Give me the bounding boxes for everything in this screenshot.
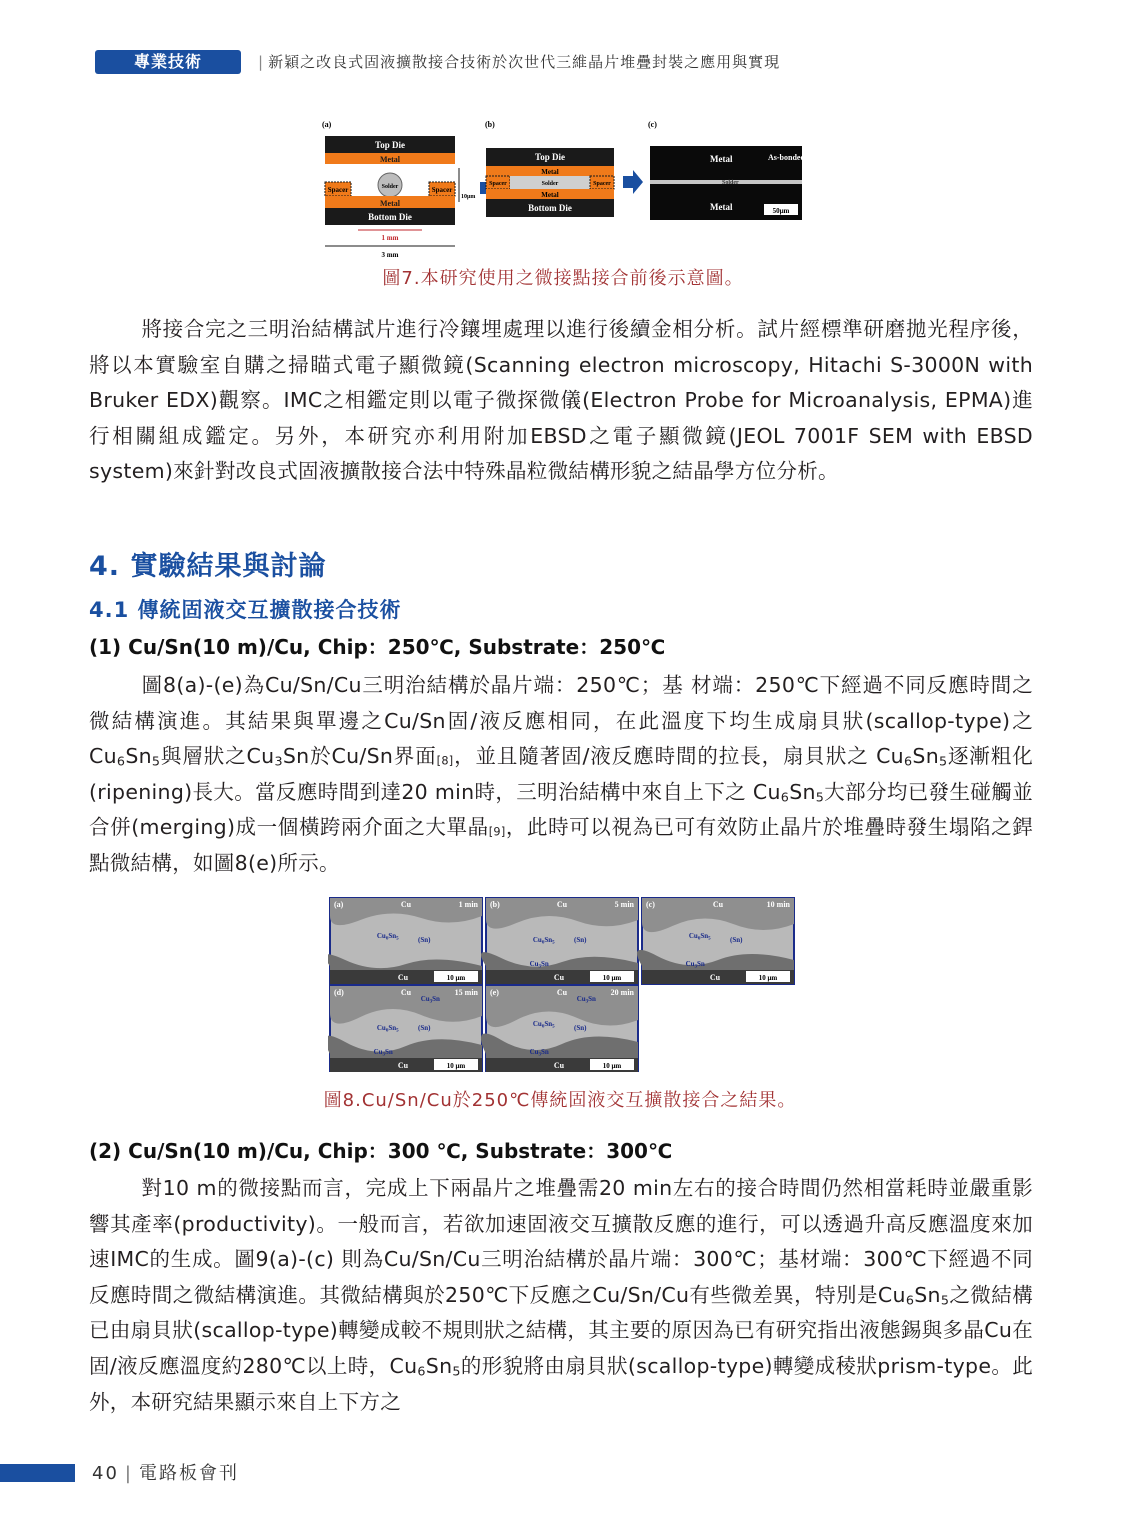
paragraph-1-text: 將接合完之三明治結構試片進行冷鑲埋處理以進行後續金相分析。試片經標準研磨拋光程序後，將以本實驗室自購之掃瞄式電子顯微鏡(Scanning electron microscopy, Hitachi S-3000N with Bruker EDX)觀察。IMC之相鑑定則以電子微探微儀(Electron Probe for Microanalysis, EPMA)進 行相關組成鑑定。另外，本研究亦利用附加EBSD之電子顯微鏡(JEOL 7001F SEM with EBSD system)來針對改良式固液擴散接合法中特殊晶粒微結構形貌之結晶學方位分析。 xyxy=(89,317,1033,484)
fig8-cu3sn-label: $Cu_3Sn$ xyxy=(529,1048,549,1058)
section-4-heading: 4. 實驗結果與討論 xyxy=(89,551,327,582)
page-footer: 40 | 電路板會刊 xyxy=(92,1463,239,1484)
fig8-bottom-cu-label: Cu xyxy=(397,1061,409,1070)
fig7b-spacer-right-label: Spacer xyxy=(593,181,611,187)
fig8-sn-label: (Sn) xyxy=(730,936,743,944)
fig8-cu3sn-label: $Cu_3Sn$ xyxy=(685,960,705,970)
paragraph-2: 圖8(a)-(e)為Cu/Sn/Cu三明治結構於晶片端：250℃；基 材端：250℃下經過不同反應時間之微結構演進。其結果與單邊之Cu/Sn固/液反應相同，在此溫度下均生成扇貝狀(scallop-type)之$Cu_6Sn_5$與層狀之$Cu_3Sn$於Cu/Sn界面$_{[8]}$，並且隨著固/液反應時間的拉長，扇貝狀之 $Cu_6Sn_5$逐漸粗化(ripening)長大。當反應時間到達20 min時，三明治結構中來自上下之 $Cu_6Sn_5$大部分均已發生碰觸並合併(merging)成一個橫跨兩介面之大單晶$_{[9]}$，此時可以視為已可有效防止晶片於堆疊時發生塌陷之銲點微結構，如圖8(e)所示。 xyxy=(89,673,1034,875)
fig8-imc-label: $Cu_6Sn_5$ xyxy=(376,1024,399,1034)
fig7a-dim-3mm-label: 3 mm xyxy=(381,251,399,259)
fig8-cu3sn-top-label: $Cu_3Sn$ xyxy=(420,995,440,1005)
fig8-scale-label: 10 μm xyxy=(602,1062,622,1070)
fig7a-solder-label: Solder xyxy=(381,184,399,190)
fig8-panel-label: (e) xyxy=(490,988,499,997)
fig8-scale-label: 10 μm xyxy=(446,1062,466,1070)
fig8-cu3sn-label: $Cu_3Sn$ xyxy=(373,1048,393,1058)
fig7b-solder-label: Solder xyxy=(541,181,559,187)
fig8-cu3sn-top-label: $Cu_3Sn$ xyxy=(576,995,596,1005)
figure-8-micrographs xyxy=(328,896,796,1072)
running-title: | 新穎之改良式固液擴散接合技術於次世代三維晶片堆疊封裝之應用與實現 xyxy=(258,53,781,71)
fig8-top-cu-label: Cu xyxy=(712,900,724,909)
paragraph-1 xyxy=(89,312,1033,490)
fig8-bottom-cu-label: Cu xyxy=(553,1061,565,1070)
fig7a-dim-1mm-label: 1 mm xyxy=(381,234,399,242)
section-tab: 專業技術 xyxy=(95,50,241,74)
fig7a-metal-bottom-label: Metal xyxy=(380,199,400,208)
fig8-sn-label: (Sn) xyxy=(574,936,587,944)
fig8-time-label: 5 min xyxy=(614,900,634,909)
fig7-arrow-2 xyxy=(623,170,643,194)
condition-2-heading: (2) Cu/Sn(10 m)/Cu, Chip：300 ℃, Substrate：300℃ xyxy=(89,1139,673,1163)
fig7b-top-die-label: Top Die xyxy=(535,152,565,162)
fig8-scale-label: 10 μm xyxy=(446,974,466,982)
journal-name: 電路板會刊 xyxy=(138,1463,239,1484)
fig7c-solder-label: Solder xyxy=(722,180,739,186)
fig8-time-label: 1 min xyxy=(458,900,478,909)
fig7c-metal-bottom-label: Metal xyxy=(710,202,733,212)
fig8-time-label: 10 min xyxy=(766,900,790,909)
fig8-panel-label: (d) xyxy=(334,988,344,997)
fig7a-spacer-left-label: Spacer xyxy=(327,186,349,194)
fig7c-scale-label: 50μm xyxy=(772,207,790,215)
fig8-sn-label: (Sn) xyxy=(418,936,431,944)
fig8-imc-label: $Cu_6Sn_5$ xyxy=(376,932,399,942)
fig8-top-cu-label: Cu xyxy=(400,900,412,909)
fig7a-bottom-die-label: Bottom Die xyxy=(368,212,412,222)
figure-8-caption: 圖8.Cu/Sn/Cu於250℃傳統固液交互擴散接合之結果。 xyxy=(323,1090,797,1111)
fig8-sn-label: (Sn) xyxy=(418,1024,431,1032)
page-header xyxy=(0,0,1123,80)
fig8-panel-label: (c) xyxy=(646,900,655,909)
fig7a-spacer-right-label: Spacer xyxy=(431,186,453,194)
figure-7-schematic xyxy=(320,116,806,262)
fig8-panel-3 xyxy=(328,986,482,1072)
fig8-top-cu-label: Cu xyxy=(556,900,568,909)
fig7-label-c: (c) xyxy=(648,120,657,129)
fig7b-metal-bottom-label: Metal xyxy=(541,191,559,199)
section-4-1-heading: 4.1 傳統固液交互擴散接合技術 xyxy=(89,598,402,622)
running-title-text: 新穎之改良式固液擴散接合技術於次世代三維晶片堆疊封裝之應用與實現 xyxy=(268,53,781,71)
fig8-panel-label: (a) xyxy=(334,900,344,909)
fig8-imc-label: $Cu_6Sn_5$ xyxy=(532,936,555,946)
fig8-top-cu-label: Cu xyxy=(556,988,568,997)
fig7b-metal-top-label: Metal xyxy=(541,168,559,176)
fig8-bottom-cu-label: Cu xyxy=(397,973,409,982)
condition-1-heading: (1) Cu/Sn(10 m)/Cu, Chip：250℃, Substrate：250℃ xyxy=(89,635,666,659)
fig8-cu3sn-label: $Cu_3Sn$ xyxy=(529,960,549,970)
fig8-top-cu-label: Cu xyxy=(400,988,412,997)
fig7c-metal-top-label: Metal xyxy=(710,154,733,164)
fig7-label-a: (a) xyxy=(322,120,332,129)
fig8-scale-label: 10 μm xyxy=(758,974,778,982)
footer-accent-bar xyxy=(0,1464,75,1482)
fig8-panel-0 xyxy=(328,898,482,984)
fig7a-top-die-label: Top Die xyxy=(375,140,405,150)
figure-7-caption: 圖7.本研究使用之微接點接合前後示意圖。 xyxy=(382,268,744,289)
fig8-panel-label: (b) xyxy=(490,900,500,909)
fig8-time-label: 15 min xyxy=(454,988,478,997)
fig7-label-b: (b) xyxy=(485,120,495,129)
fig8-sn-label: (Sn) xyxy=(574,1024,587,1032)
fig8-imc-label: $Cu_6Sn_5$ xyxy=(688,932,711,942)
fig7c-state-label: As-bonded xyxy=(768,153,805,162)
fig7b-spacer-left-label: Spacer xyxy=(489,181,507,187)
fig8-scale-label: 10 μm xyxy=(602,974,622,982)
fig8-panel-1 xyxy=(481,898,638,984)
fig8-panel-4 xyxy=(481,986,638,1072)
fig8-imc-label: $Cu_6Sn_5$ xyxy=(532,1020,555,1030)
paragraph-3: 對10 m的微接點而言，完成上下兩晶片之堆疊需20 min左右的接合時間仍然相當耗時並嚴重影響其產率(productivity)。一般而言，若欲加速固液交互擴散反應的進行，可以透過升高反應溫度來加速IMC的生成。圖9(a)-(c) 則為Cu/Sn/Cu三明治結構於晶片端：300℃；基材端：300℃下經過不同反應時間之微結構演進。其微結構與於250℃下反應之Cu/Sn/Cu有些微差異，特別是$Cu_6Sn_5$之微結構已由扇貝狀(scallop-type)轉變成較不規則狀之結構，其主要的原因為已有研究指出液態錫與多晶Cu在固/液反應溫度約280℃以上時，$Cu_6Sn_5$的形貌將由扇貝狀(scallop-type)轉變成稜狀prism-type。此外，本研究結果顯示來自上下方之 xyxy=(89,1176,1034,1414)
fig7b-bottom-die-label: Bottom Die xyxy=(528,203,572,213)
fig8-panel-2 xyxy=(637,898,794,984)
fig7a-gap-label: 10μm xyxy=(461,194,476,200)
fig7a-metal-top-label: Metal xyxy=(380,155,400,164)
fig8-time-label: 20 min xyxy=(610,988,634,997)
page-number: 40 xyxy=(92,1463,119,1484)
fig8-bottom-cu-label: Cu xyxy=(553,973,565,982)
reference-9: [9] xyxy=(488,826,506,840)
reference-8: [8] xyxy=(436,754,454,768)
fig8-bottom-cu-label: Cu xyxy=(709,973,721,982)
